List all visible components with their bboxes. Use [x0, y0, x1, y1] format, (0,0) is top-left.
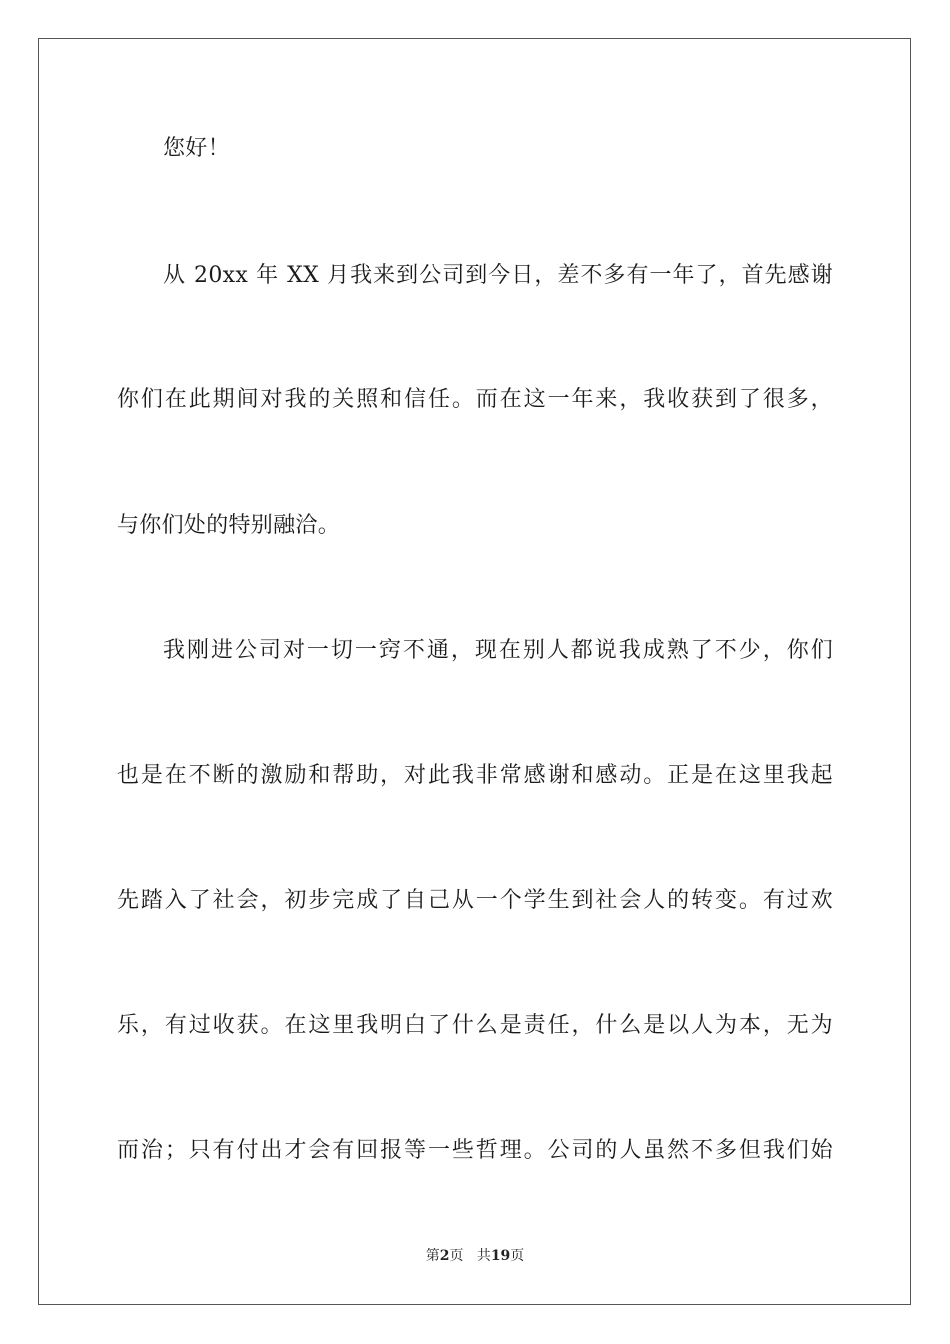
total-prefix: 共: [476, 1248, 491, 1264]
paragraph-line-4: 我刚进公司对一切一窍不通，现在别人都说我成熟了不少，你们: [163, 638, 833, 663]
page-number: 2: [439, 1248, 450, 1264]
page-footer: [0, 1246, 950, 1266]
greeting-line: 您好！: [163, 136, 230, 161]
page-prefix: 第: [425, 1248, 440, 1264]
paragraph-line-5: 也是在不断的激励和帮助，对此我非常感谢和感动。正是在这里我起: [117, 763, 833, 788]
paragraph-line-3: 与你们处的特别融洽。: [117, 513, 341, 538]
paragraph-line-1: 从 20xx 年 XX 月我来到公司到今日，差不多有一年了，首先感谢: [163, 263, 833, 288]
paragraph-line-8: 而治；只有付出才会有回报等一些哲理。公司的人虽然不多但我们始: [117, 1138, 833, 1163]
total-pages: 19: [490, 1248, 511, 1264]
paragraph-line-2: 你们在此期间对我的关照和信任。而在这一年来，我收获到了很多，: [117, 387, 833, 412]
paragraph-line-7: 乐，有过收获。在这里我明白了什么是责任，什么是以人为本，无为: [117, 1013, 833, 1038]
page-frame: [38, 38, 911, 1305]
total-suffix: 页: [510, 1248, 525, 1264]
page-suffix: 页: [449, 1248, 464, 1264]
paragraph-line-6: 先踏入了社会，初步完成了自己从一个学生到社会人的转变。有过欢: [117, 888, 833, 913]
